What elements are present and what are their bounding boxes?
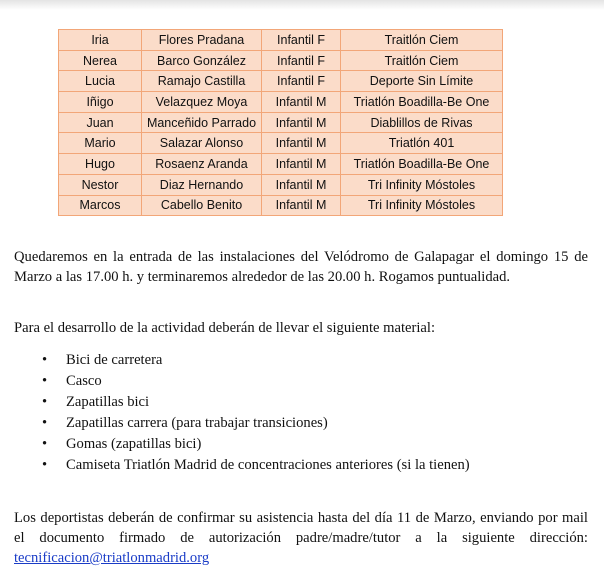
- materials-intro: Para el desarrollo de la actividad deberán de llevar el siguiente material:: [14, 320, 436, 336]
- category-cell: Infantil M: [262, 174, 341, 195]
- meeting-paragraph: Quedaremos en la entrada de las instalaciones del Velódromo de Galapagar el domingo 15 de Marzo a las 17.00 h. y terminaremos alrededor de las 20.00 h. Rogamos puntualidad.: [14, 249, 588, 285]
- category-cell: Infantil M: [262, 195, 341, 216]
- list-item-text: Zapatillas carrera (para trabajar transiciones): [66, 415, 328, 431]
- first-name-cell: Nerea: [59, 50, 142, 71]
- list-item: [14, 434, 470, 455]
- surname-cell: Flores Pradana: [142, 30, 262, 51]
- surname-cell: Ramajo Castilla: [142, 71, 262, 92]
- table-row: [59, 174, 503, 195]
- first-name-cell: Juan: [59, 112, 142, 133]
- list-item-text: Camiseta Triatlón Madrid de concentraciones anteriores (si la tienen): [66, 457, 470, 473]
- table-row: [59, 30, 503, 51]
- bullet-icon: •: [42, 394, 48, 410]
- table-row: [59, 195, 503, 216]
- club-cell: Tri Infinity Móstoles: [341, 174, 503, 195]
- surname-cell: Salazar Alonso: [142, 133, 262, 154]
- list-item: [14, 371, 470, 392]
- list-item-text: Zapatillas bici: [66, 394, 150, 410]
- category-cell: Infantil M: [262, 92, 341, 113]
- bullet-icon: •: [42, 352, 48, 368]
- table-row: [59, 50, 503, 71]
- category-cell: Infantil M: [262, 154, 341, 175]
- list-item-text: Casco: [66, 373, 102, 389]
- list-item-text: Bici de carretera: [66, 352, 163, 368]
- table-row: [59, 154, 503, 175]
- surname-cell: Diaz Hernando: [142, 174, 262, 195]
- category-cell: Infantil F: [262, 30, 341, 51]
- first-name-cell: Hugo: [59, 154, 142, 175]
- category-cell: Infantil F: [262, 50, 341, 71]
- surname-cell: Manceñido Parrado: [142, 112, 262, 133]
- bullet-icon: •: [42, 415, 48, 431]
- surname-cell: Velazquez Moya: [142, 92, 262, 113]
- category-cell: Infantil M: [262, 133, 341, 154]
- athletes-table: [58, 29, 503, 216]
- table-row: [59, 92, 503, 113]
- surname-cell: Cabello Benito: [142, 195, 262, 216]
- email-link[interactable]: tecnificacion@triatlonmadrid.org: [14, 550, 210, 566]
- bullet-icon: •: [42, 373, 48, 389]
- category-cell: Infantil M: [262, 112, 341, 133]
- athletes-table-container: [58, 29, 503, 216]
- confirmation-text: Los deportistas deberán de confirmar su asistencia hasta del día 11 de Marzo, enviando por mail el documento firmado de autorización padre/madre/tutor a la siguiente dirección:: [14, 510, 588, 546]
- first-name-cell: Iria: [59, 30, 142, 51]
- table-row: [59, 71, 503, 92]
- club-cell: Diablillos de Rivas: [341, 112, 503, 133]
- bullet-icon: •: [42, 436, 48, 452]
- athletes-table-body: [59, 30, 503, 216]
- club-cell: Deporte Sin Límite: [341, 71, 503, 92]
- list-item: [14, 413, 470, 434]
- club-cell: Traitlón Ciem: [341, 30, 503, 51]
- table-row: [59, 112, 503, 133]
- surname-cell: Barco González: [142, 50, 262, 71]
- list-item: [14, 350, 470, 371]
- club-cell: Triatlón Boadilla-Be One: [341, 154, 503, 175]
- category-cell: Infantil F: [262, 71, 341, 92]
- first-name-cell: Mario: [59, 133, 142, 154]
- first-name-cell: Iñigo: [59, 92, 142, 113]
- club-cell: Traitlón Ciem: [341, 50, 503, 71]
- surname-cell: Rosaenz Aranda: [142, 154, 262, 175]
- materials-list: [14, 350, 470, 476]
- list-item-text: Gomas (zapatillas bici): [66, 436, 202, 452]
- club-cell: Triatlón Boadilla-Be One: [341, 92, 503, 113]
- confirmation-paragraph: [14, 508, 588, 568]
- bullet-icon: •: [42, 457, 48, 473]
- club-cell: Triatlón 401: [341, 133, 503, 154]
- first-name-cell: Nestor: [59, 174, 142, 195]
- list-item: [14, 392, 470, 413]
- first-name-cell: Lucia: [59, 71, 142, 92]
- club-cell: Tri Infinity Móstoles: [341, 195, 503, 216]
- list-item: [14, 455, 470, 476]
- first-name-cell: Marcos: [59, 195, 142, 216]
- page-top-shadow: [0, 0, 604, 10]
- table-row: [59, 133, 503, 154]
